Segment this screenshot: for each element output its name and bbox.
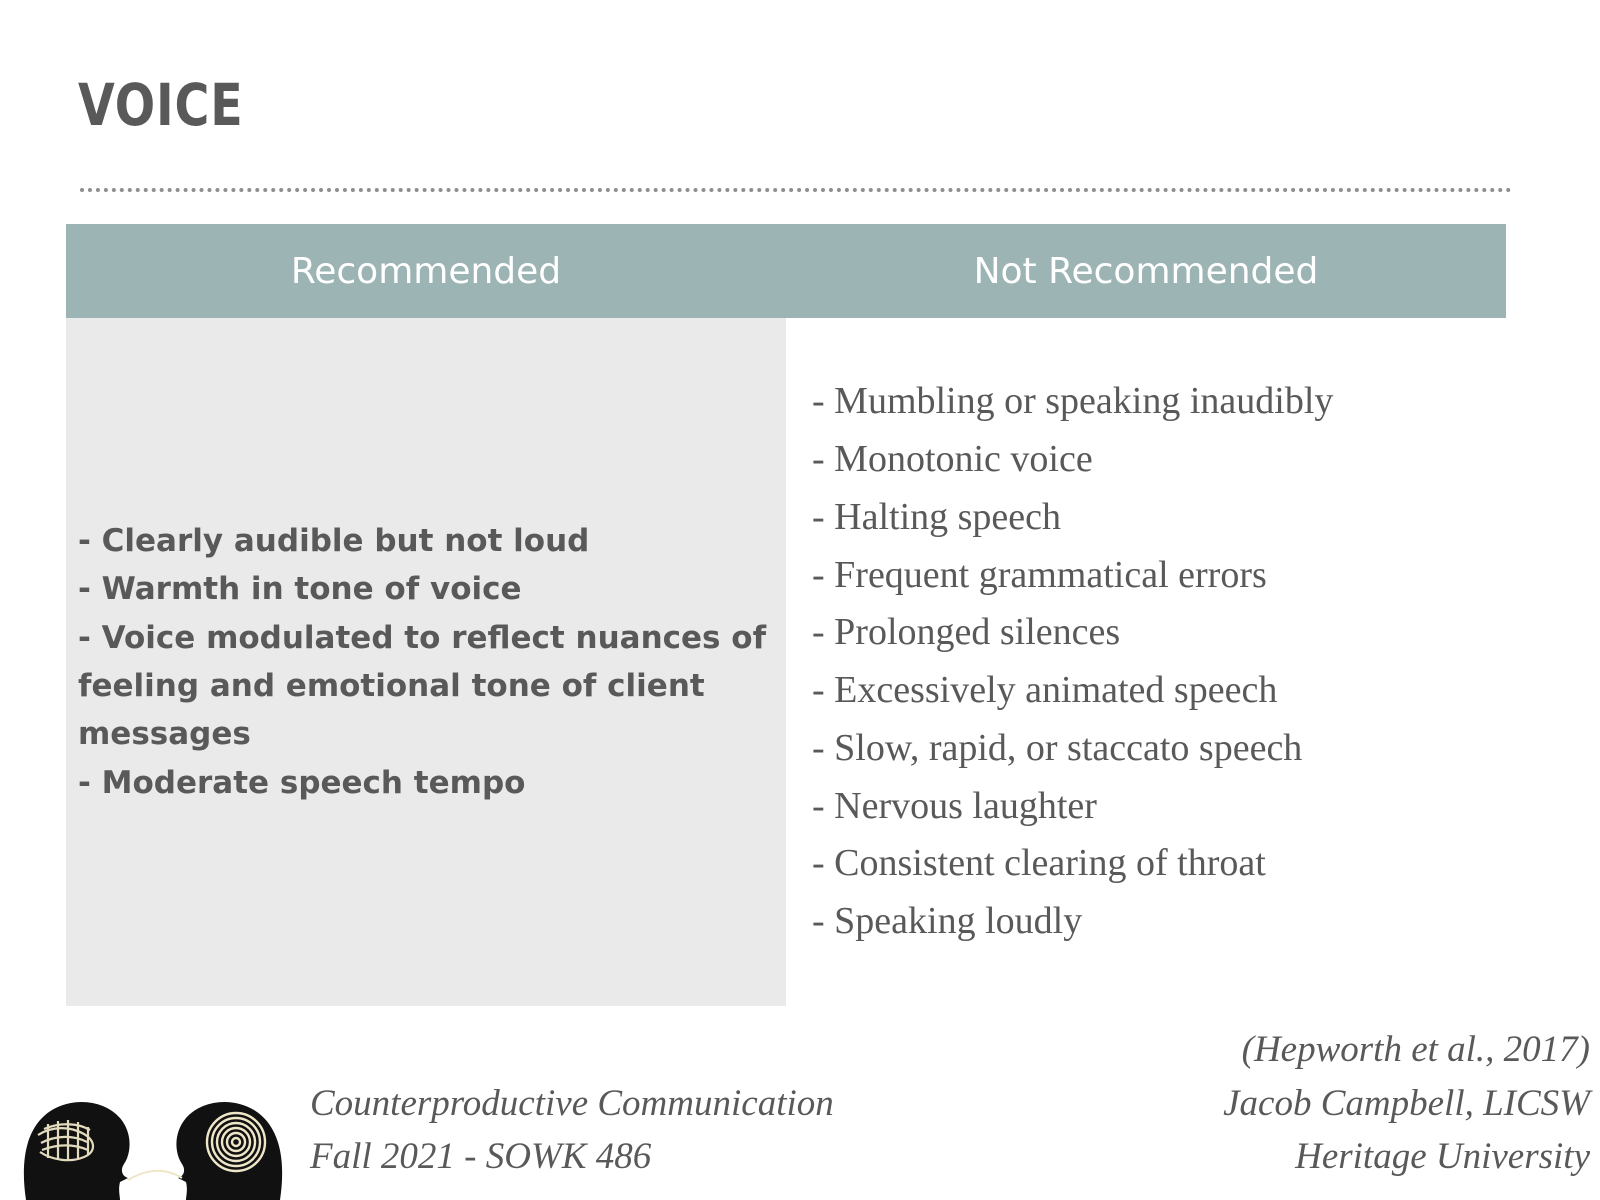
list-item: - Excessively animated speech [812, 669, 1278, 711]
list-item: - Nervous laughter [812, 784, 1097, 827]
list-item: - Moderate speech tempo [78, 764, 526, 801]
list-item: - Consistent clearing of throat [812, 842, 1266, 885]
list-item: - Mumbling or speaking inaudibly [812, 380, 1334, 423]
page-title: VOICE [78, 71, 244, 139]
footer-institution: Heritage University [1295, 1136, 1590, 1178]
footer-citation: (Hepworth et al., 2017) [1241, 1029, 1590, 1071]
list-item: - Monotonic voice [812, 438, 1093, 480]
list-item: - Speaking loudly [812, 900, 1083, 942]
not-recommended-list [812, 373, 1333, 951]
recommended-list [66, 517, 786, 807]
title-divider [80, 188, 1512, 192]
list-item: - Frequent grammatical errors [812, 553, 1267, 596]
list-item: - Clearly audible but not loud [78, 522, 590, 559]
list-item: - Voice modulated to reflect nuances of feeling and emotional tone of client messages [78, 619, 767, 753]
list-item: - Slow, rapid, or staccato speech [812, 726, 1303, 769]
footer-course-term: Fall 2021 - SOWK 486 [310, 1136, 652, 1178]
table-header-not-recommended: Not Recommended [973, 250, 1319, 292]
footer-left [310, 1077, 834, 1184]
footer-author: Jacob Campbell, LICSW [1223, 1082, 1590, 1124]
footer-right [1223, 1023, 1590, 1184]
list-item: - Halting speech [812, 495, 1062, 538]
two-heads-communication-icon [8, 1040, 298, 1200]
list-item: - Warmth in tone of voice [78, 571, 522, 608]
table-body-row [66, 318, 1506, 1006]
comparison-table [66, 224, 1506, 1006]
table-cell-not-recommended [786, 318, 1506, 1006]
footer-course-topic: Counterproductive Communication [310, 1082, 834, 1124]
table-header-row [66, 224, 1506, 318]
list-item: - Prolonged silences [812, 611, 1121, 654]
table-cell-recommended [66, 318, 786, 1006]
table-header-recommended: Recommended [290, 250, 562, 292]
